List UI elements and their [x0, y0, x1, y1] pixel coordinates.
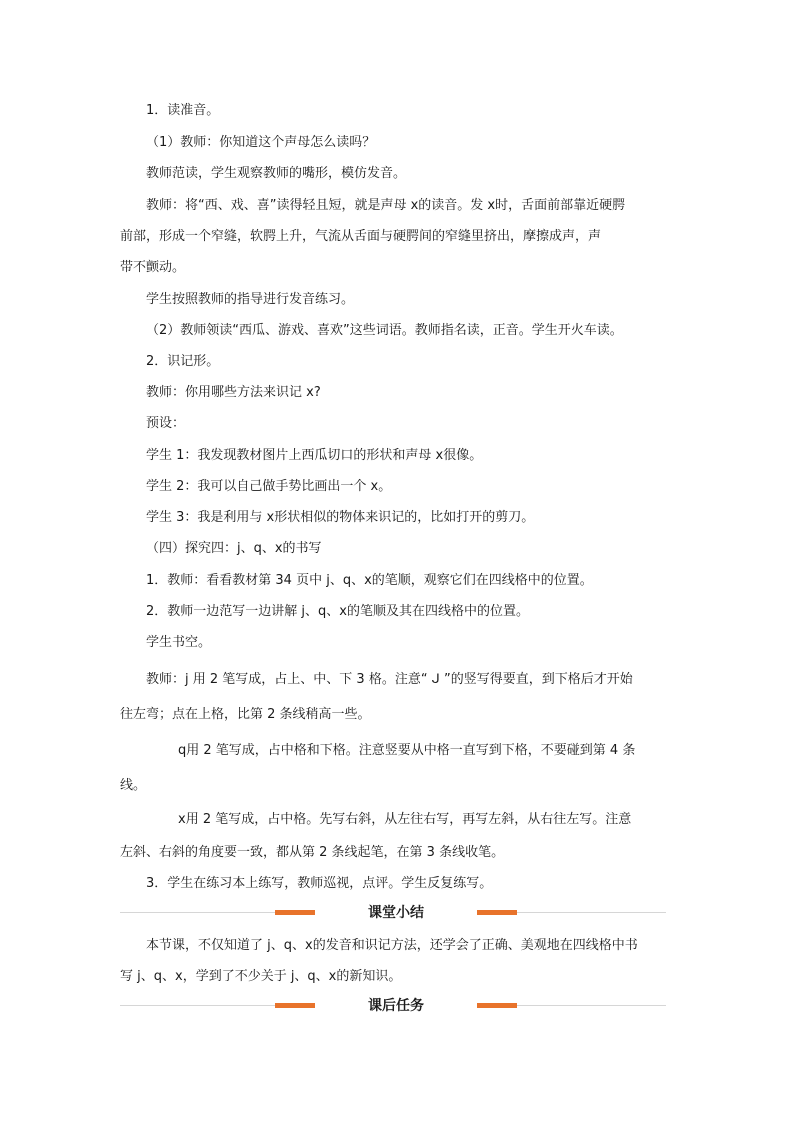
section-heading-homework [120, 995, 666, 1017]
paragraph: 学生按照教师的指导进行发音练习。 [146, 292, 355, 307]
paragraph: 教师：j 用 2 笔写成，占上、中、下 3 格。注意“ ᒍ ”的竖写得要直，到下格后才开始 [146, 672, 633, 687]
paragraph: 1．读准音。 [146, 103, 220, 118]
paragraph: 学生 2：我可以自己做手势比画出一个 x。 [146, 479, 392, 494]
heading-rule-right [517, 1005, 666, 1006]
paragraph: 预设： [146, 416, 186, 431]
heading-accent-left [275, 1003, 315, 1008]
paragraph: 写 j、q、x，学到了不少关于 j、q、x的新知识。 [120, 969, 402, 984]
paragraph: （四）探究四：j、q、x的书写 [146, 541, 322, 556]
heading-accent-left [275, 910, 315, 915]
paragraph: 学生书空。 [146, 635, 212, 650]
section-heading-summary [120, 902, 666, 924]
paragraph: 带不颤动。 [120, 260, 186, 275]
paragraph: 学生 1：我发现教材图片上西瓜切口的形状和声母 x很像。 [146, 448, 483, 463]
paragraph: （2）教师领读“西瓜、游戏、喜欢”这些词语。教师指名读，正音。学生开火车读。 [146, 323, 623, 338]
paragraph: 左斜、右斜的角度要一致，都从第 2 条线起笔，在第 3 条线收笔。 [120, 845, 505, 860]
paragraph: 教师：将“西、戏、喜”读得轻且短，就是声母 x的读音。发 x时，舌面前部靠近硬腭 [146, 198, 626, 213]
paragraph: 往左弯；点在上格，比第 2 条线稍高一些。 [120, 707, 371, 722]
section-title: 课堂小结 [368, 905, 424, 921]
paragraph: 2．识记形。 [146, 354, 220, 369]
paragraph: 教师范读，学生观察教师的嘴形，模仿发音。 [146, 166, 407, 181]
paragraph: 教师：你用哪些方法来识记 x? [146, 385, 321, 400]
paragraph: q用 2 笔写成，占中格和下格。注意竖要从中格一直写到下格，不要碰到第 4 条 [178, 743, 636, 758]
heading-accent-right [477, 910, 517, 915]
paragraph: 3．学生在练习本上练写，教师巡视，点评。学生反复练写。 [146, 876, 493, 891]
paragraph: （1）教师：你知道这个声母怎么读吗？ [146, 135, 376, 150]
paragraph: 本节课，不仅知道了 j、q、x的发音和识记方法，还学会了正确、美观地在四线格中书 [146, 938, 638, 953]
paragraph: x用 2 笔写成，占中格。先写右斜，从左往右写，再写左斜，从右往左写。注意 [178, 812, 632, 827]
paragraph: 线。 [120, 778, 147, 793]
paragraph: 1．教师：看看教材第 34 页中 j、q、x的笔顺，观察它们在四线格中的位置。 [146, 573, 593, 588]
paragraph: 2．教师一边范写一边讲解 j、q、x的笔顺及其在四线格中的位置。 [146, 604, 529, 619]
paragraph: 学生 3：我是利用与 x形状相似的物体来识记的，比如打开的剪刀。 [146, 510, 535, 525]
section-title: 课后任务 [368, 998, 424, 1014]
paragraph: 前部，形成一个窄缝，软腭上升，气流从舌面与硬腭间的窄缝里挤出，摩擦成声，声 [120, 229, 602, 244]
heading-rule-left [120, 1005, 275, 1006]
heading-accent-right [477, 1003, 517, 1008]
heading-rule-left [120, 912, 275, 913]
heading-rule-right [517, 912, 666, 913]
